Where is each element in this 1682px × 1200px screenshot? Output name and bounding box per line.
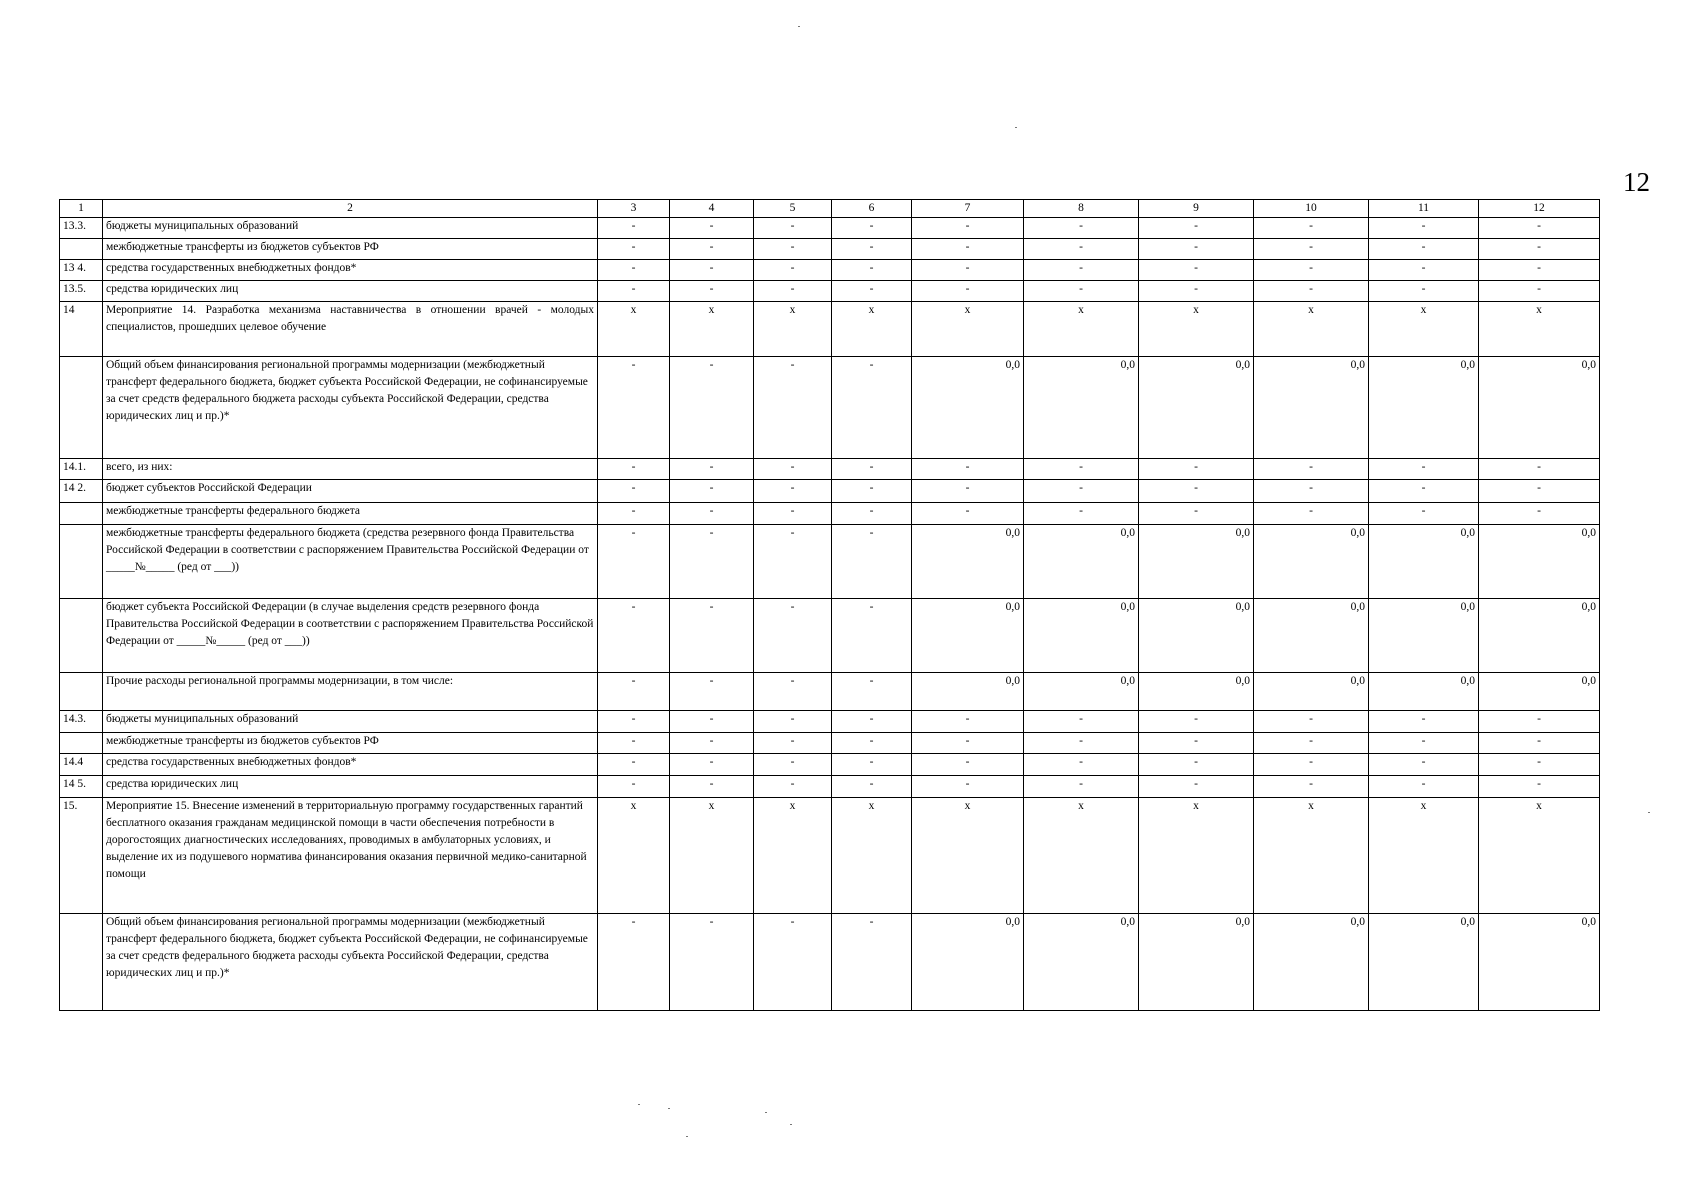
value-cell: - — [598, 733, 670, 754]
value-cell: - — [1024, 281, 1139, 302]
row-number: 13.3. — [60, 218, 103, 239]
value-cell: - — [754, 357, 832, 459]
row-number — [60, 239, 103, 260]
value-cell: - — [832, 914, 912, 1011]
value-cell: - — [912, 480, 1024, 503]
scan-speck — [668, 1108, 670, 1109]
row-description: межбюджетные трансферты из бюджетов субъектов РФ — [103, 733, 598, 754]
value-cell: - — [598, 503, 670, 525]
value-cell: 0,0 — [1024, 525, 1139, 599]
value-cell: - — [670, 503, 754, 525]
header-row — [60, 200, 1600, 218]
table-row — [60, 260, 1600, 281]
header-cell: 10 — [1254, 200, 1369, 218]
value-cell: - — [670, 711, 754, 733]
value-cell: 0,0 — [912, 673, 1024, 711]
value-cell: - — [832, 357, 912, 459]
value-cell: 0,0 — [1254, 525, 1369, 599]
row-description: Мероприятие 14. Разработка механизма наставничества в отношении врачей - молодых специалистов, прошедших целевое обучение — [103, 302, 598, 357]
value-cell: 0,0 — [1139, 599, 1254, 673]
table-row — [60, 776, 1600, 798]
value-cell: - — [832, 525, 912, 599]
value-cell: - — [1479, 480, 1600, 503]
header-cell: 12 — [1479, 200, 1600, 218]
value-cell: x — [1254, 798, 1369, 914]
value-cell: x — [1139, 302, 1254, 357]
value-cell: - — [754, 218, 832, 239]
value-cell: - — [1369, 260, 1479, 281]
value-cell: x — [1369, 798, 1479, 914]
value-cell: - — [754, 776, 832, 798]
value-cell: - — [670, 673, 754, 711]
value-cell: 0,0 — [1369, 914, 1479, 1011]
value-cell: - — [670, 754, 754, 776]
value-cell: - — [832, 711, 912, 733]
value-cell: - — [1479, 260, 1600, 281]
row-number: 14 5. — [60, 776, 103, 798]
table-row — [60, 798, 1600, 914]
header-cell: 2 — [103, 200, 598, 218]
value-cell: 0,0 — [1369, 599, 1479, 673]
value-cell: - — [754, 239, 832, 260]
value-cell: - — [1024, 711, 1139, 733]
table-row — [60, 914, 1600, 1011]
value-cell: - — [598, 673, 670, 711]
value-cell: - — [754, 480, 832, 503]
value-cell: - — [754, 673, 832, 711]
value-cell: - — [598, 711, 670, 733]
value-cell: - — [1139, 711, 1254, 733]
value-cell: - — [832, 733, 912, 754]
header-cell: 11 — [1369, 200, 1479, 218]
value-cell: - — [598, 776, 670, 798]
value-cell: - — [754, 281, 832, 302]
row-description: средства государственных внебюджетных фондов* — [103, 260, 598, 281]
value-cell: 0,0 — [1369, 357, 1479, 459]
value-cell: 0,0 — [912, 914, 1024, 1011]
value-cell: - — [1139, 281, 1254, 302]
table-row — [60, 239, 1600, 260]
value-cell: - — [670, 260, 754, 281]
value-cell: x — [670, 798, 754, 914]
value-cell: - — [1024, 480, 1139, 503]
row-number — [60, 357, 103, 459]
header-cell: 6 — [832, 200, 912, 218]
value-cell: - — [1369, 239, 1479, 260]
table-row — [60, 733, 1600, 754]
scan-speck — [798, 26, 800, 27]
value-cell: - — [754, 754, 832, 776]
row-description: Общий объем финансирования региональной программы модернизации (межбюджетный трансферт федерального бюджета, бюджет субъекта Российской Федерации, не софинансируемые за счет средств федерального бюджета расходы субъекта Российской Федерации, средства юридических лиц и пр.)* — [103, 914, 598, 1011]
value-cell: - — [670, 525, 754, 599]
value-cell: 0,0 — [1139, 673, 1254, 711]
table-row — [60, 480, 1600, 503]
value-cell: - — [1024, 218, 1139, 239]
value-cell: - — [1369, 459, 1479, 480]
value-cell: 0,0 — [1254, 599, 1369, 673]
table-row — [60, 503, 1600, 525]
row-number — [60, 914, 103, 1011]
value-cell: - — [1254, 503, 1369, 525]
value-cell: - — [1024, 754, 1139, 776]
value-cell: 0,0 — [912, 357, 1024, 459]
row-description: средства государственных внебюджетных фондов* — [103, 754, 598, 776]
value-cell: 0,0 — [1024, 599, 1139, 673]
row-description: Мероприятие 15. Внесение изменений в территориальную программу государственных гарантий бесплатного оказания гражданам медицинской помощи в части обеспечения потребности в дорогостоящих диагностических исследованиях, проводимых в амбулаторных условиях, и выделение их из подушевого норматива финансирования оказания первичной медико-санитарной помощи — [103, 798, 598, 914]
value-cell: 0,0 — [1139, 525, 1254, 599]
value-cell: 0,0 — [1024, 914, 1139, 1011]
value-cell: - — [1254, 754, 1369, 776]
value-cell: - — [670, 459, 754, 480]
row-number — [60, 733, 103, 754]
value-cell: - — [754, 711, 832, 733]
value-cell: - — [1479, 733, 1600, 754]
value-cell: - — [598, 599, 670, 673]
table-row — [60, 711, 1600, 733]
value-cell: - — [832, 673, 912, 711]
header-cell: 3 — [598, 200, 670, 218]
value-cell: - — [1479, 281, 1600, 302]
value-cell: - — [1024, 776, 1139, 798]
value-cell: - — [1479, 754, 1600, 776]
value-cell: x — [1024, 302, 1139, 357]
scan-speck — [790, 1124, 792, 1125]
page-number: 12 — [1623, 167, 1650, 197]
value-cell: 0,0 — [1254, 357, 1369, 459]
value-cell: - — [832, 754, 912, 776]
value-cell: x — [1369, 302, 1479, 357]
value-cell: - — [832, 599, 912, 673]
value-cell: - — [754, 599, 832, 673]
value-cell: x — [598, 798, 670, 914]
row-description: бюджет субъекта Российской Федерации (в случае выделения средств резервного фонда Правительства Российской Федерации в соответствии с распоряжением Правительства Российской Федерации от _____№_____ (ред от ___)) — [103, 599, 598, 673]
value-cell: - — [598, 459, 670, 480]
scan-speck — [1015, 127, 1017, 128]
value-cell: x — [1254, 302, 1369, 357]
value-cell: - — [1254, 218, 1369, 239]
value-cell: - — [1254, 733, 1369, 754]
value-cell: - — [754, 914, 832, 1011]
value-cell: - — [912, 239, 1024, 260]
value-cell: - — [912, 218, 1024, 239]
value-cell: - — [1369, 711, 1479, 733]
row-description: всего, из них: — [103, 459, 598, 480]
scan-speck — [1648, 812, 1650, 813]
value-cell: - — [1479, 218, 1600, 239]
value-cell: 0,0 — [912, 525, 1024, 599]
value-cell: - — [598, 239, 670, 260]
value-cell: 0,0 — [1139, 914, 1254, 1011]
value-cell: - — [754, 503, 832, 525]
row-number — [60, 503, 103, 525]
row-description: бюджеты муниципальных образований — [103, 711, 598, 733]
value-cell: x — [912, 798, 1024, 914]
value-cell: - — [1369, 776, 1479, 798]
value-cell: - — [832, 260, 912, 281]
value-cell: x — [754, 302, 832, 357]
row-number: 13 4. — [60, 260, 103, 281]
value-cell: - — [832, 239, 912, 260]
value-cell: - — [1254, 239, 1369, 260]
value-cell: - — [1139, 459, 1254, 480]
header-cell: 8 — [1024, 200, 1139, 218]
value-cell: - — [598, 914, 670, 1011]
value-cell: x — [1479, 798, 1600, 914]
value-cell: - — [1254, 711, 1369, 733]
header-cell: 7 — [912, 200, 1024, 218]
value-cell: x — [832, 302, 912, 357]
value-cell: x — [598, 302, 670, 357]
value-cell: 0,0 — [1024, 357, 1139, 459]
header-cell: 1 — [60, 200, 103, 218]
value-cell: - — [832, 218, 912, 239]
value-cell: - — [1139, 239, 1254, 260]
value-cell: - — [1139, 260, 1254, 281]
value-cell: - — [912, 281, 1024, 302]
value-cell: - — [1369, 733, 1479, 754]
value-cell: - — [670, 239, 754, 260]
value-cell: - — [598, 357, 670, 459]
value-cell: - — [670, 599, 754, 673]
value-cell: 0,0 — [912, 599, 1024, 673]
header-cell: 9 — [1139, 200, 1254, 218]
table-row — [60, 281, 1600, 302]
value-cell: - — [1254, 281, 1369, 302]
value-cell: - — [1254, 459, 1369, 480]
value-cell: 0,0 — [1024, 673, 1139, 711]
value-cell: - — [1024, 239, 1139, 260]
row-number — [60, 673, 103, 711]
value-cell: x — [1139, 798, 1254, 914]
value-cell: - — [1139, 480, 1254, 503]
value-cell: - — [1139, 776, 1254, 798]
value-cell: - — [754, 459, 832, 480]
value-cell: - — [1024, 733, 1139, 754]
value-cell: - — [832, 503, 912, 525]
row-description: межбюджетные трансферты федерального бюджета (средства резервного фонда Правительства Российской Федерации в соответствии с распоряжением Правительства Российской Федерации от _____№_____ (ред от ___)) — [103, 525, 598, 599]
value-cell: 0,0 — [1479, 357, 1600, 459]
row-description: Прочие расходы региональной программы модернизации, в том числе: — [103, 673, 598, 711]
value-cell: 0,0 — [1254, 673, 1369, 711]
value-cell: 0,0 — [1369, 525, 1479, 599]
row-description: средства юридических лиц — [103, 281, 598, 302]
value-cell: - — [832, 776, 912, 798]
table-row — [60, 218, 1600, 239]
row-number: 13.5. — [60, 281, 103, 302]
value-cell: x — [754, 798, 832, 914]
value-cell: - — [912, 503, 1024, 525]
value-cell: - — [1024, 503, 1139, 525]
table-row — [60, 459, 1600, 480]
value-cell: - — [1139, 503, 1254, 525]
value-cell: x — [832, 798, 912, 914]
value-cell: 0,0 — [1139, 357, 1254, 459]
row-number: 14.1. — [60, 459, 103, 480]
row-number — [60, 599, 103, 673]
row-description: бюджеты муниципальных образований — [103, 218, 598, 239]
header-cell: 5 — [754, 200, 832, 218]
value-cell: - — [598, 218, 670, 239]
value-cell: - — [1479, 459, 1600, 480]
value-cell: - — [670, 914, 754, 1011]
financing-table — [59, 199, 1600, 1011]
table-row — [60, 673, 1600, 711]
value-cell: - — [670, 357, 754, 459]
value-cell: - — [1369, 218, 1479, 239]
row-number: 14.4 — [60, 754, 103, 776]
row-number: 15. — [60, 798, 103, 914]
value-cell: - — [1369, 480, 1479, 503]
value-cell: x — [1024, 798, 1139, 914]
value-cell: - — [912, 733, 1024, 754]
value-cell: - — [832, 459, 912, 480]
value-cell: - — [1139, 733, 1254, 754]
row-description: межбюджетные трансферты из бюджетов субъектов РФ — [103, 239, 598, 260]
value-cell: - — [1254, 480, 1369, 503]
value-cell: x — [912, 302, 1024, 357]
row-description: средства юридических лиц — [103, 776, 598, 798]
row-number — [60, 525, 103, 599]
value-cell: - — [1024, 459, 1139, 480]
header-cell: 4 — [670, 200, 754, 218]
value-cell: - — [912, 754, 1024, 776]
value-cell: - — [912, 711, 1024, 733]
value-cell: - — [598, 260, 670, 281]
value-cell: - — [1479, 776, 1600, 798]
value-cell: - — [912, 260, 1024, 281]
value-cell: x — [1479, 302, 1600, 357]
row-number: 14.3. — [60, 711, 103, 733]
value-cell: - — [832, 281, 912, 302]
value-cell: - — [598, 754, 670, 776]
value-cell: - — [598, 281, 670, 302]
value-cell: 0,0 — [1479, 525, 1600, 599]
value-cell: 0,0 — [1369, 673, 1479, 711]
value-cell: - — [1139, 218, 1254, 239]
table-row — [60, 357, 1600, 459]
value-cell: - — [1369, 503, 1479, 525]
value-cell: - — [670, 218, 754, 239]
row-description: Общий объем финансирования региональной программы модернизации (межбюджетный трансферт федерального бюджета, бюджет субъекта Российской Федерации, не софинансируемые за счет средств федерального бюджета расходы субъекта Российской Федерации, средства юридических лиц и пр.)* — [103, 357, 598, 459]
value-cell: - — [754, 525, 832, 599]
value-cell: - — [1479, 711, 1600, 733]
value-cell: x — [670, 302, 754, 357]
table-row — [60, 525, 1600, 599]
table-row — [60, 754, 1600, 776]
row-description: межбюджетные трансферты федерального бюджета — [103, 503, 598, 525]
value-cell: 0,0 — [1254, 914, 1369, 1011]
value-cell: - — [1254, 776, 1369, 798]
value-cell: - — [912, 776, 1024, 798]
scan-speck — [638, 1104, 640, 1105]
value-cell: - — [670, 480, 754, 503]
value-cell: - — [754, 260, 832, 281]
value-cell: 0,0 — [1479, 673, 1600, 711]
value-cell: - — [1479, 503, 1600, 525]
value-cell: 0,0 — [1479, 599, 1600, 673]
value-cell: - — [1254, 260, 1369, 281]
scan-speck — [765, 1112, 767, 1113]
row-number: 14 — [60, 302, 103, 357]
value-cell: - — [1369, 754, 1479, 776]
value-cell: 0,0 — [1479, 914, 1600, 1011]
table-row — [60, 599, 1600, 673]
value-cell: - — [670, 776, 754, 798]
value-cell: - — [1369, 281, 1479, 302]
scan-speck — [686, 1136, 688, 1137]
value-cell: - — [670, 281, 754, 302]
row-description: бюджет субъектов Российской Федерации — [103, 480, 598, 503]
table-row — [60, 302, 1600, 357]
value-cell: - — [1479, 239, 1600, 260]
value-cell: - — [598, 480, 670, 503]
value-cell: - — [670, 733, 754, 754]
row-number: 14 2. — [60, 480, 103, 503]
value-cell: - — [832, 480, 912, 503]
value-cell: - — [1024, 260, 1139, 281]
value-cell: - — [912, 459, 1024, 480]
value-cell: - — [598, 525, 670, 599]
value-cell: - — [754, 733, 832, 754]
value-cell: - — [1139, 754, 1254, 776]
